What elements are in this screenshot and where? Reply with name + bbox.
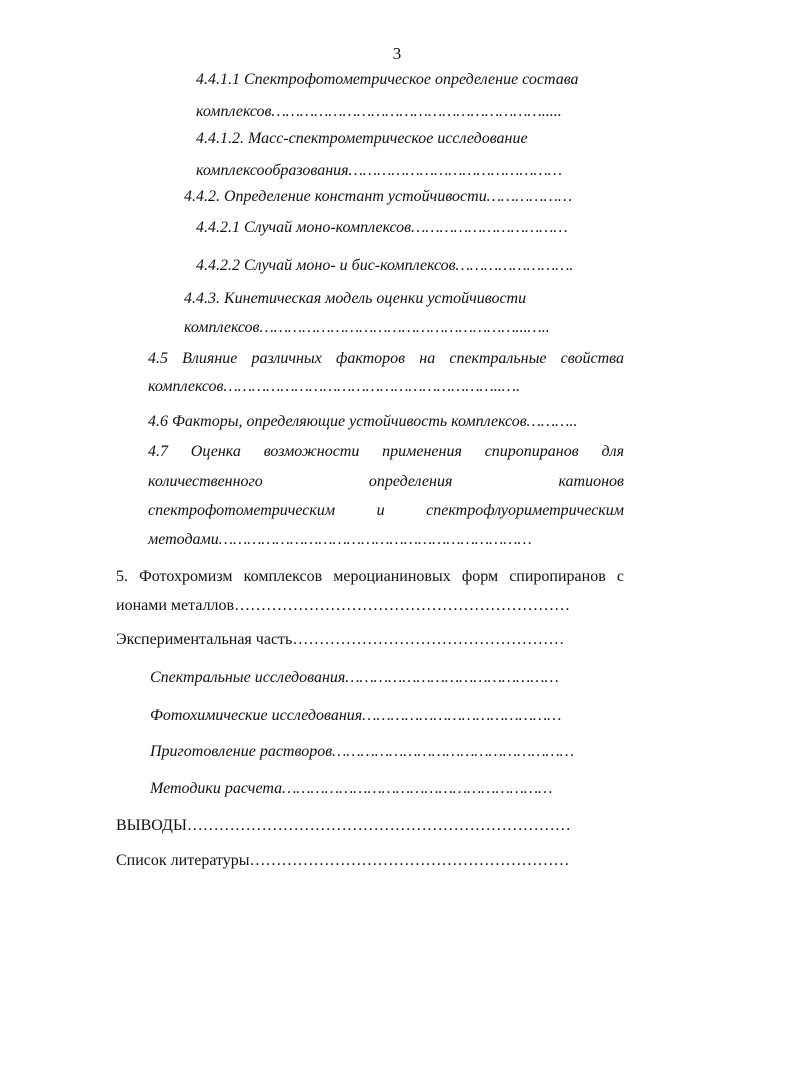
toc-entry-4-5-line1: 4.5 Влияние различных факторов на спектральные свойства [148,350,624,367]
toc-entry-conclusions: ВЫВОДЫ……………………………………………………………… [116,817,571,834]
toc-entry-photochemical-studies: Фотохимические исследования…………………………………… [150,707,562,724]
toc-entry-5-line2: ионами металлов……………………………………………………… [116,597,571,614]
toc-entry-4-4-1-1-line2: комплексов…………………………………………………..... [196,103,562,120]
toc-entry-4-4-1-2-line1: 4.4.1.2. Масс-спектрометрическое исследование [196,130,528,147]
toc-entry-4-7-line4: методами………………………………………………………… [148,531,532,548]
toc-entry-4-4-2: 4.4.2. Определение констант устойчивости……………… [184,188,573,205]
toc-entry-spectral-studies: Спектральные исследования……………………………………… [150,669,559,686]
toc-entry-4-4-1-2-line2: комплексообразования……………………………………… [196,162,563,179]
toc-entry-4-4-1-1-line1: 4.4.1.1 Спектрофотометрическое определение состава [196,71,579,88]
toc-entry-experimental: Экспериментальная часть…………………………………………… [116,631,565,648]
toc-entry-solution-preparation: Приготовление растворов…………………………………………… [150,743,574,760]
toc-entry-4-7-line3: спектрофотометрическим и спектрофлуориметрическим [148,502,624,519]
toc-entry-5-line1: 5. Фотохромизм комплексов мероцианиновых форм спиропиранов с [116,568,624,585]
toc-entry-4-4-3-line2: комплексов………………………………………………...….. [184,319,550,336]
toc-entry-4-5-line2: комплексов…………………………………………………..…. [148,378,521,395]
toc-entry-4-7-line1: 4.7 Оценка возможности применения спиропиранов для [148,443,624,460]
toc-entry-references: Список литературы…………………………………………………… [116,852,570,869]
toc-entry-calculation-methods: Методики расчета………………………………………………… [150,780,553,797]
toc-entry-4-4-2-1: 4.4.2.1 Случай моно-комплексов…………………………… [196,219,568,236]
toc-entry-4-6: 4.6 Факторы, определяющие устойчивость комплексов……….. [148,413,578,430]
toc-entry-4-4-2-2: 4.4.2.2 Случай моно- и бис-комплексов……………………. [196,257,574,274]
toc-entry-4-4-3-line1: 4.4.3. Кинетическая модель оценки устойчивости [184,290,527,307]
toc-entry-4-7-line2: количественного определения катионов [148,473,624,490]
page-number: 3 [392,44,402,63]
